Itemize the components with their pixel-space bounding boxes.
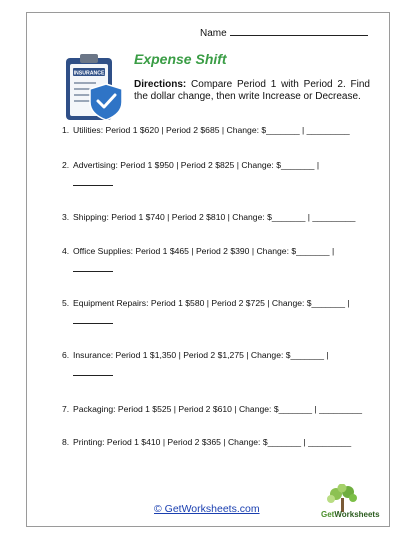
- getworksheets-link[interactable]: © GetWorksheets.com: [154, 503, 260, 515]
- name-label: Name: [200, 28, 227, 39]
- question-5-text: Equipment Repairs: Period 1 $580 | Period 2 $725 | Change: $_______ |: [73, 298, 350, 308]
- question-1: 1. Utilities: Period 1 $620 | Period 2 $685 | Change: $_______ | _________: [62, 125, 350, 135]
- question-3-text: Shipping: Period 1 $740 | Period 2 $810 | Change: $_______ | _________: [73, 212, 356, 222]
- worksheet-title: Expense Shift: [134, 51, 227, 67]
- question-6: 6. Insurance: Period 1 $1,350 | Period 2 $1,275 | Change: $_______ |: [62, 350, 329, 360]
- insurance-clipboard-shield-icon: [60, 52, 128, 124]
- question-8-text: Printing: Period 1 $410 | Period 2 $365 | Change: $_______ | _________: [73, 437, 352, 447]
- question-4-answer-line[interactable]: [73, 270, 113, 272]
- question-1-text: Utilities: Period 1 $620 | Period 2 $685 | Change: $_______ | _________: [73, 125, 350, 135]
- clipboard-label: INSURANCE: [73, 70, 105, 77]
- question-2-answer-line[interactable]: [73, 184, 113, 186]
- directions-text: [134, 79, 370, 103]
- name-blank-line[interactable]: [230, 26, 368, 36]
- question-8: 8. Printing: Period 1 $410 | Period 2 $365 | Change: $_______ | _________: [62, 437, 352, 447]
- name-field-row: [200, 26, 368, 39]
- question-2: 2. Advertising: Period 1 $950 | Period 2 $825 | Change: $_______ |: [62, 160, 320, 170]
- question-4: 4. Office Supplies: Period 1 $465 | Period 2 $390 | Change: $_______ |: [62, 246, 335, 256]
- question-2-text: Advertising: Period 1 $950 | Period 2 $825 | Change: $_______ |: [73, 160, 320, 170]
- question-5-answer-line[interactable]: [73, 322, 113, 324]
- question-4-text: Office Supplies: Period 1 $465 | Period 2 $390 | Change: $_______ |: [73, 246, 335, 256]
- question-5: 5. Equipment Repairs: Period 1 $580 | Period 2 $725 | Change: $_______ |: [62, 298, 350, 308]
- getworksheets-logo-text: GetWorksheets: [321, 510, 380, 519]
- question-7-text: Packaging: Period 1 $525 | Period 2 $610 | Change: $_______ | _________: [73, 404, 363, 414]
- directions-body: Compare Period 1 with Period 2. Find the dollar change, then write Increase or Decrease.: [134, 79, 370, 102]
- directions-label: Directions:: [134, 79, 187, 90]
- question-3: 3. Shipping: Period 1 $740 | Period 2 $810 | Change: $_______ | _________: [62, 212, 356, 222]
- question-7: 7. Packaging: Period 1 $525 | Period 2 $610 | Change: $_______ | _________: [62, 404, 363, 414]
- question-6-text: Insurance: Period 1 $1,350 | Period 2 $1,275 | Change: $_______ |: [73, 350, 329, 360]
- question-6-answer-line[interactable]: [73, 374, 113, 376]
